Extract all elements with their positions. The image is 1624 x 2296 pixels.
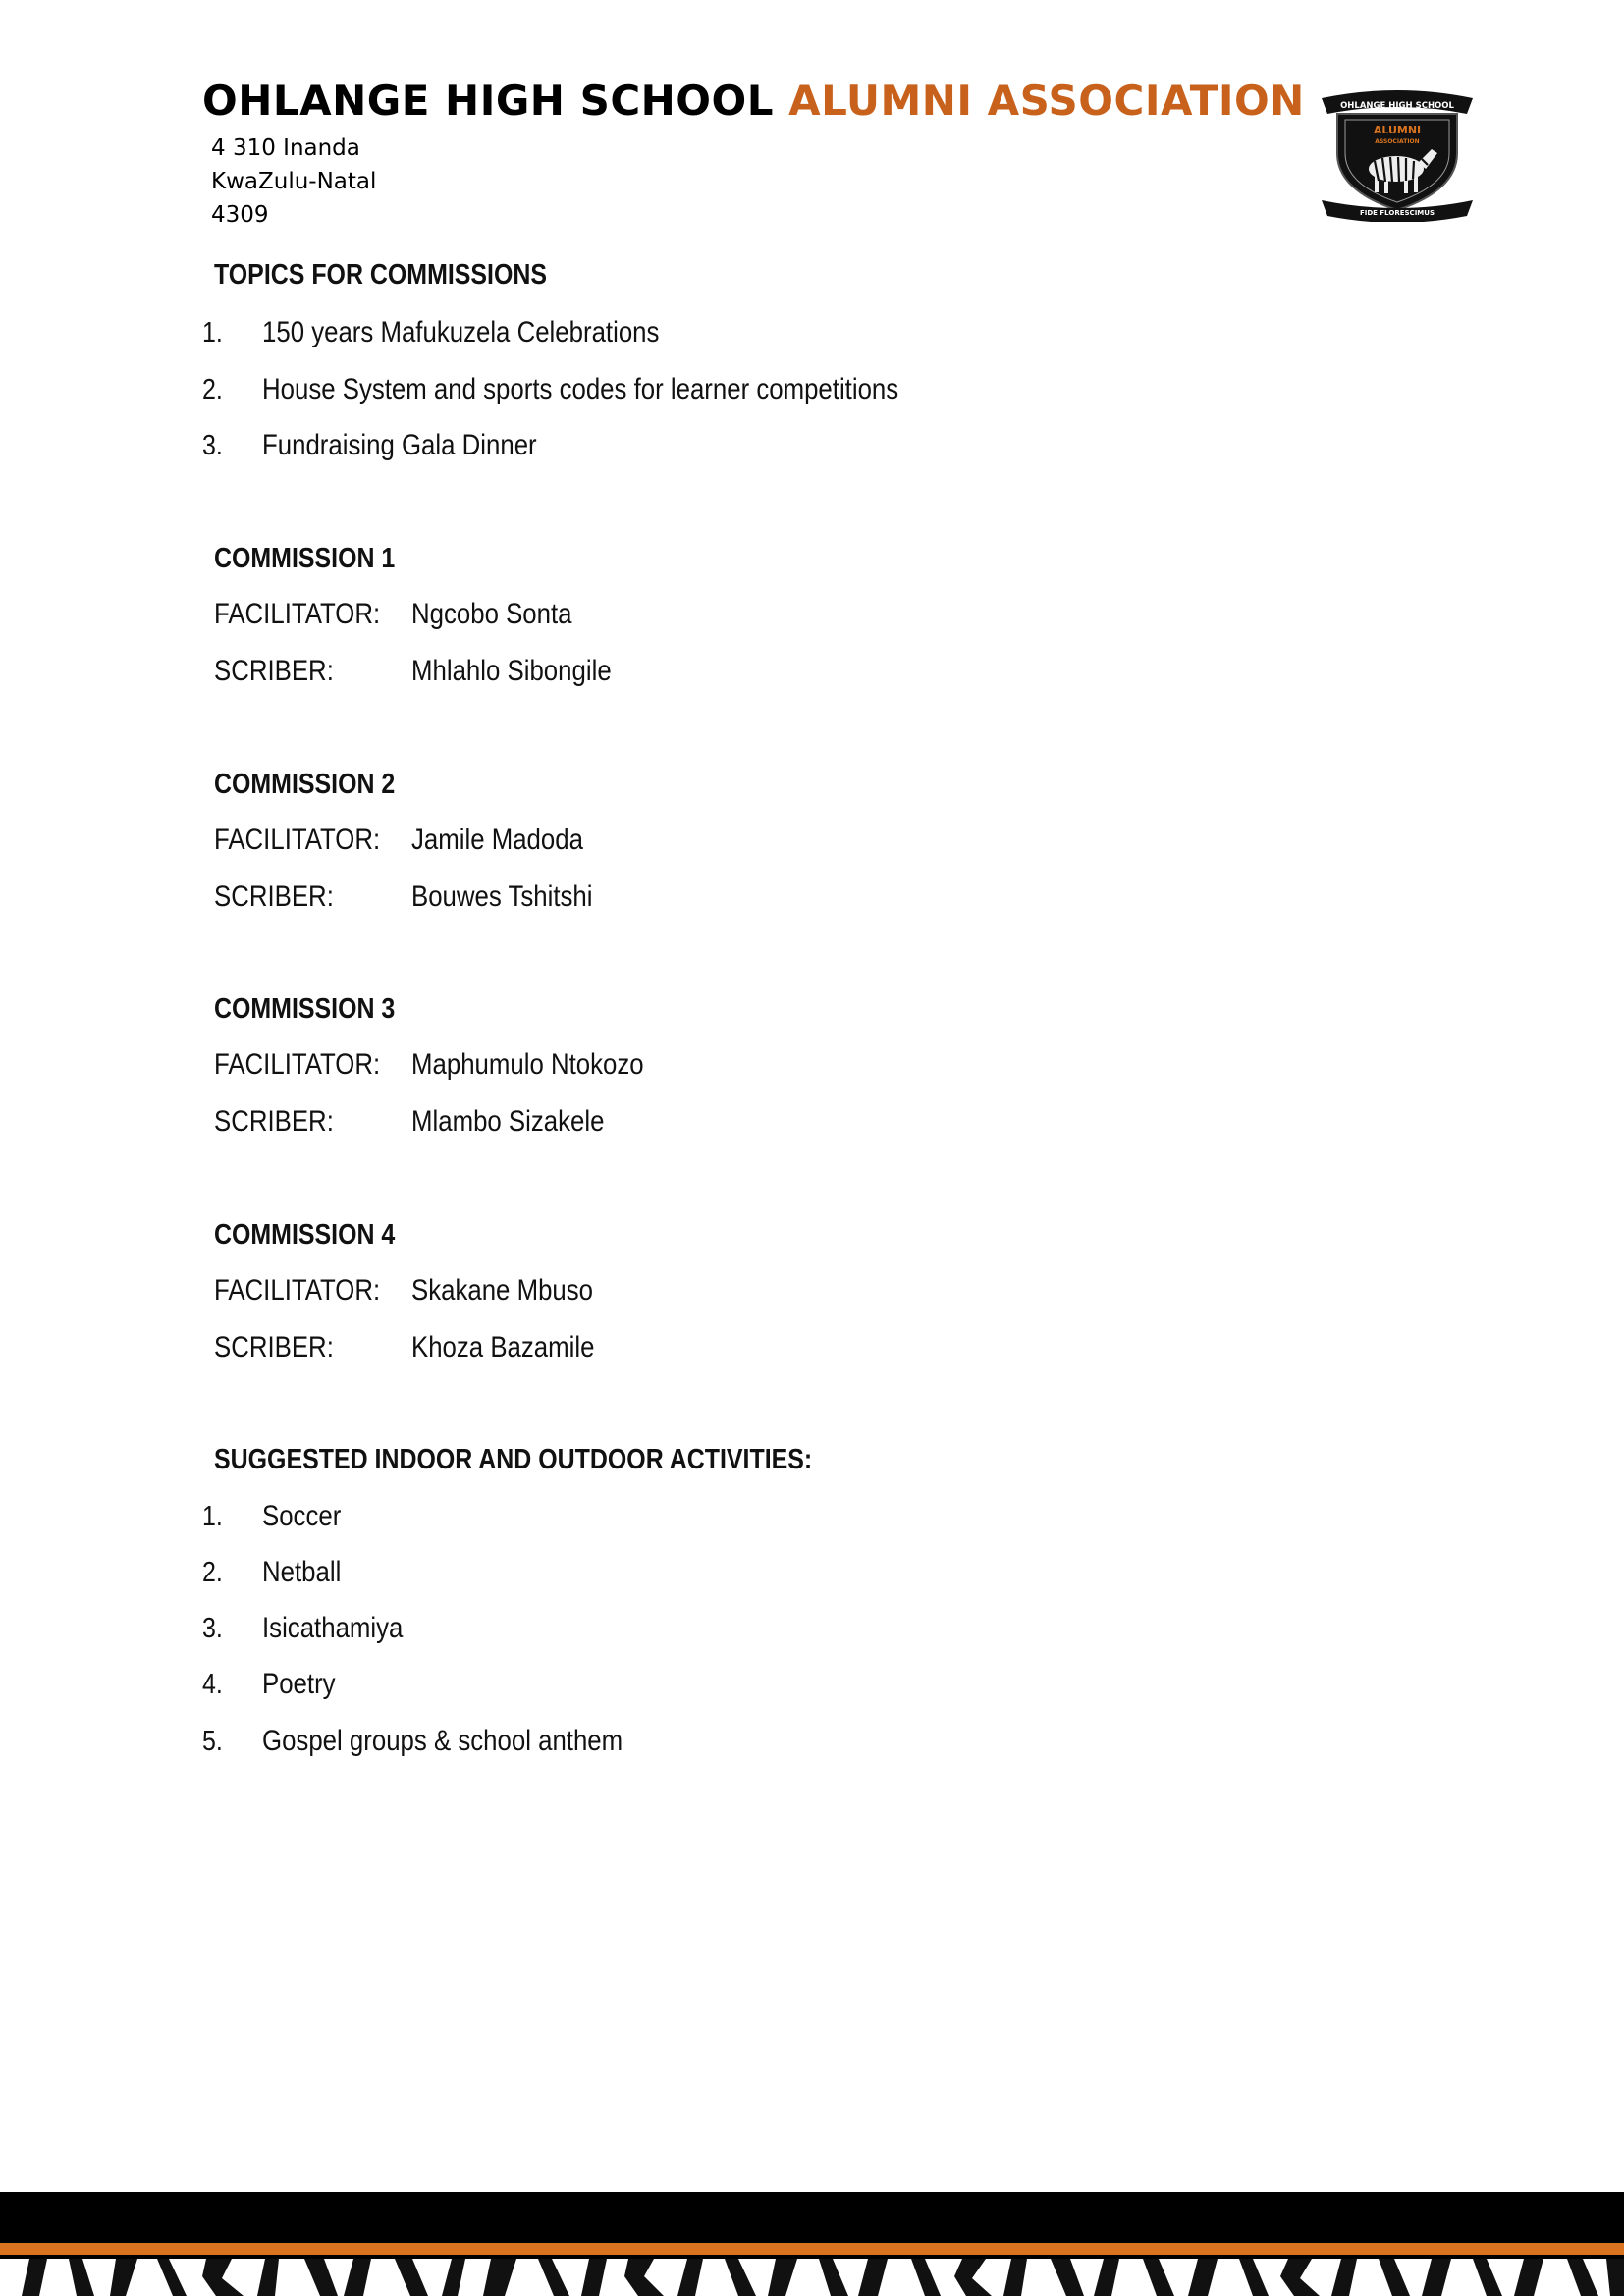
list-number: 2. [202,374,223,405]
association-name: ALUMNI ASSOCIATION [788,77,1305,125]
list-number: 3. [202,430,223,461]
facilitator-name: Skakane Mbuso [411,1274,594,1307]
list-number: 2. [202,1557,223,1588]
logo-motto-text: FIDE FLORESCIMUS [1359,209,1435,217]
activity-item: Isicathamiya [262,1612,404,1644]
list-number: 4. [202,1669,223,1700]
scriber-label: SCRIBER: [214,1331,334,1363]
commission-heading: COMMISSION 2 [214,769,396,800]
address-line: 4 310 Inanda [211,135,360,161]
commission-heading: COMMISSION 3 [214,993,396,1025]
facilitator-name: Jamile Madoda [411,824,583,856]
scriber-name: Bouwes Tshitshi [411,881,593,913]
list-number: 1. [202,317,223,348]
activity-item: Soccer [262,1500,342,1532]
scriber-name: Mhlahlo Sibongile [411,655,612,687]
scriber-name: Khoza Bazamile [411,1331,595,1363]
list-number: 1. [202,1501,223,1532]
facilitator-label: FACILITATOR: [214,824,381,856]
topic-item: 150 years Mafukuzela Celebrations [262,316,660,348]
activities-heading: SUGGESTED INDOOR AND OUTDOOR ACTIVITIES: [214,1444,813,1475]
facilitator-label: FACILITATOR: [214,1048,381,1081]
activity-item: Netball [262,1556,342,1588]
facilitator-label: FACILITATOR: [214,1274,381,1307]
logo-alumni-text: ALUMNI [1373,124,1422,136]
address-line: KwaZulu-Natal [211,169,377,194]
logo-association-text: ASSOCIATION [1375,138,1420,145]
facilitator-name: Ngcobo Sonta [411,598,572,630]
zebra-stripes-pattern [0,2259,1624,2296]
scriber-label: SCRIBER: [214,881,334,913]
scriber-label: SCRIBER: [214,655,334,687]
topics-heading: TOPICS FOR COMMISSIONS [214,259,548,291]
list-number: 3. [202,1613,223,1644]
commission-heading: COMMISSION 1 [214,543,396,574]
footer-accent-stripe [0,2243,1624,2255]
topic-item: House System and sports codes for learner competitions [262,373,899,405]
facilitator-name: Maphumulo Ntokozo [411,1048,644,1081]
activity-item: Gospel groups & school anthem [262,1725,623,1757]
list-number: 5. [202,1726,223,1757]
topic-item: Fundraising Gala Dinner [262,429,537,461]
address-line: 4309 [211,202,269,228]
school-name: OHLANGE HIGH SCHOOL [202,77,774,125]
commission-heading: COMMISSION 4 [214,1219,396,1251]
scriber-name: Mlambo Sizakele [411,1105,605,1138]
activity-item: Poetry [262,1668,336,1700]
scriber-label: SCRIBER: [214,1105,334,1138]
facilitator-label: FACILITATOR: [214,598,381,630]
logo-top-text: OHLANGE HIGH SCHOOL [1340,101,1454,111]
